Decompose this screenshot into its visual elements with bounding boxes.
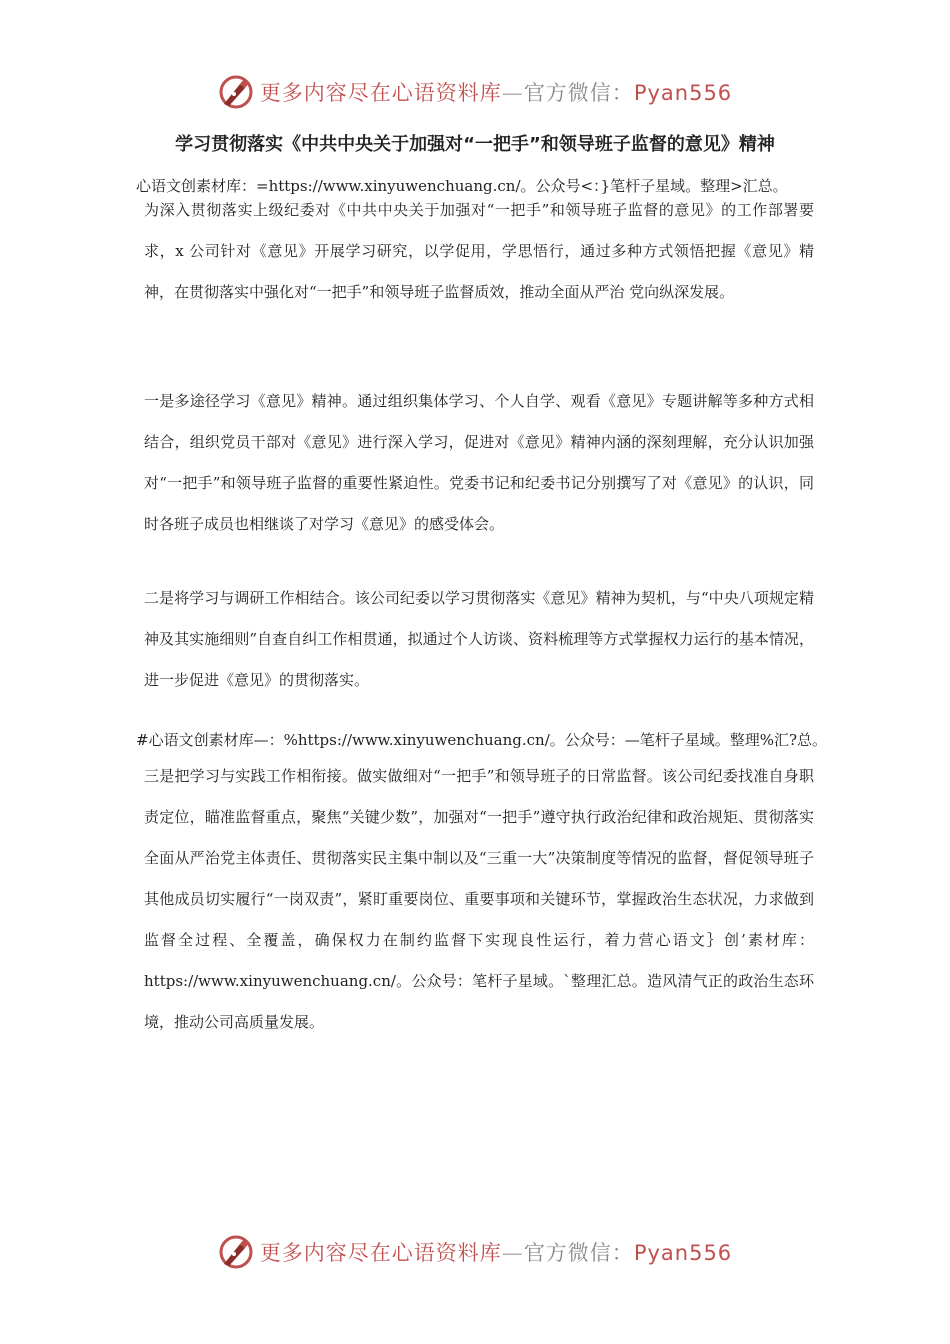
footer-banner (0, 1230, 950, 1274)
banner-wechat-id: Pyan556 (633, 81, 733, 105)
banner-wechat-label: 官方微信： (523, 1241, 634, 1265)
paragraph-intro: 为深入贯彻落实上级纪委对《中共中央关于加强对“一把手”和领导班子监督的意见》的工作部署要求，x 公司针对《意见》开展学习研究，以学促用，学思悟行，通过多种方式领悟把握《意见》精神，在贯彻落实中强化对“一把手”和领导班子监督质效，推动全面从严治 党向纵深发展。 (144, 201, 814, 301)
paragraph-point-two: 二是将学习与调研工作相结合。该公司纪委以学习贯彻落实《意见》精神为契机，与“中央八项规定精神及其实施细则”自查自纠工作相贯通，拟通过个人访谈、资料梳理等方式掌握权力运行的基本情况，进一步促进《意见》的贯彻落实。 (144, 589, 814, 689)
banner-separator: — (501, 81, 524, 105)
banner-separator: — (501, 1241, 524, 1265)
pen-nib-logo-icon (218, 1234, 254, 1270)
banner-main-text: 更多内容尽在心语资料库 (259, 1241, 502, 1265)
pen-nib-logo-icon (218, 74, 254, 110)
paragraph-point-one: 一是多途径学习《意见》精神。通过组织集体学习、个人自学、观看《意见》专题讲解等多种方式相结合，组织党员干部对《意见》进行深入学习，促进对《意见》精神内涵的深刻理解，充分认识加强对“一把手”和领导班子监督的重要性紧迫性。党委书记和纪委书记分别撰写了对《意见》的认识，同时各班子成员也相继谈了对学习《意见》的感受体会。 (144, 392, 814, 533)
banner-wechat-label: 官方微信： (523, 81, 634, 105)
paragraph-point-three: 三是把学习与实践工作相衔接。做实做细对“一把手”和领导班子的日常监督。该公司纪委找准自身职责定位，瞄准监督重点，聚焦“关键少数”，加强对“一把手”遵守执行政治纪律和政治规矩、贯彻落实全面从严治党主体责任、贯彻落实民主集中制以及“三重一大”决策制度等情况的监督，督促领导班子其他成员切实履行“一岗双责”，紧盯重要岗位、重要事项和关键环节，掌握政治生态状况，力求做到监督全过程、全覆盖，确保权力在制约监督下实现良性运行，着力营心语文｝创’素材库：https://www.xinyuwenchuang.cn/。公众号：笔杆子星域。`整理汇总。造风清气正的政治生态环境，推动公司高质量发展。 (144, 767, 814, 1031)
banner-text (260, 1237, 732, 1267)
banner-text (260, 77, 732, 107)
header-banner (0, 70, 950, 114)
document-title: 学习贯彻落实《中共中央关于加强对“一把手”和领导班子监督的意见》精神 (175, 134, 775, 155)
banner-wechat-id: Pyan556 (633, 1241, 733, 1265)
banner-main-text: 更多内容尽在心语资料库 (259, 81, 502, 105)
watermark-note: #心语文创素材库—：%https://www.xinyuwenchuang.cn/。公众号：—笔杆子星域。整理%汇?总。 (136, 731, 828, 749)
watermark-note: 心语文创素材库：=https://www.xinyuwenchuang.cn/。公众号<：}笔杆子星域。整理>汇总。 (136, 177, 788, 195)
